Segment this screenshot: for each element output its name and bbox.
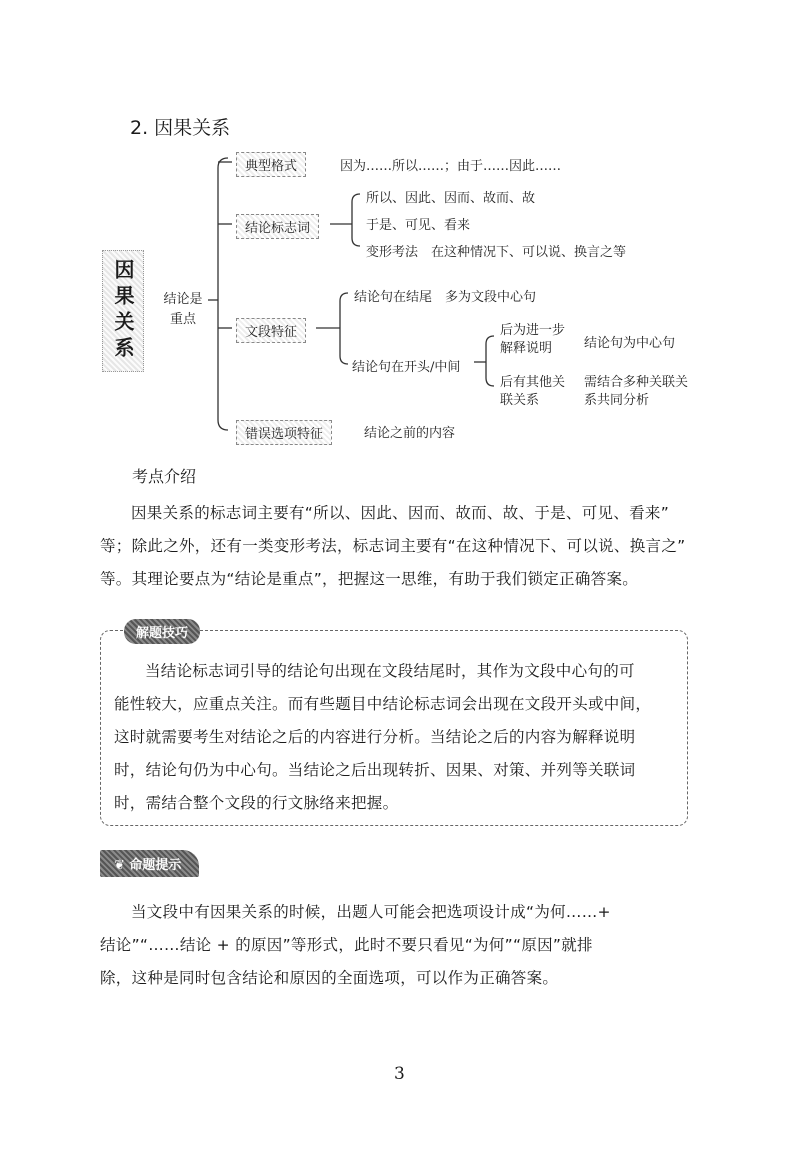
tip-line: 时，需结合整个文段的行文脉络来把握。 <box>114 794 399 812</box>
author-tip-line: 结论”“……结论 + 的原因”等形式，此时不要只看见“为何”“原因”就排 <box>100 936 593 954</box>
author-tip-tag-label: 命题提示 <box>129 858 182 873</box>
node-paragraph-features: 文段特征 <box>236 318 306 343</box>
page-number: 3 <box>394 1064 405 1084</box>
section-title: 2. 因果关系 <box>130 117 231 139</box>
author-tip-line: 除，这种是同时包含结论和原因的全面选项，可以作为正确答案。 <box>100 969 559 987</box>
intro-line: 因果关系的标志词主要有“所以、因此、因而、故而、故、于是、可见、看来” <box>131 504 670 522</box>
intro-paragraph <box>100 497 700 596</box>
paragraph-start-mid-case: 结论句在开头/中间 <box>352 360 461 375</box>
wrong-option-content: 结论之前的内容 <box>364 426 456 441</box>
sub-case-result: 需结合多种关联关系共同分析 <box>584 375 689 408</box>
node-typical-format: 典型格式 <box>236 152 306 177</box>
leaf-icon: ❦ <box>114 858 130 873</box>
tip-line: 能性较大，应重点关注。而有些题目中结论标志词会出现在文段开头或中间， <box>114 695 652 713</box>
intro-heading: 考点介绍 <box>132 467 197 486</box>
author-tip-paragraph <box>100 896 700 995</box>
marker-words-item: 于是、可见、看来 <box>366 218 471 233</box>
tip-paragraph <box>114 655 680 820</box>
marker-words-item: 变形考法 在这种情况下、可以说、换言之等 <box>366 245 627 260</box>
diagram-sub-root-node: 结论是重点 <box>163 292 203 327</box>
node-typical-format-content: 因为……所以……；由于……因此…… <box>340 159 562 174</box>
sub-case-condition: 后有其他关联关系 <box>500 375 566 408</box>
intro-line: 等；除此之外，还有一类变形考法，标志词主要有“在这种情况下、可以说、换言之” <box>100 537 686 555</box>
author-tip-line: 当文段中有因果关系的时候，出题人可能会把选项设计成“为何……+ <box>131 903 611 921</box>
tip-line: 当结论标志词引导的结论句出现在文段结尾时，其作为文段中心句的可 <box>145 662 635 680</box>
tip-line: 这时就需要考生对结论之后的内容进行分析。当结论之后的内容为解释说明 <box>114 728 636 746</box>
paragraph-end-case: 结论句在结尾 多为文段中心句 <box>354 290 537 305</box>
node-wrong-option: 错误选项特征 <box>236 420 332 445</box>
tip-line: 时，结论句仍为中心句。当结论之后出现转折、因果、对策、并列等关联词 <box>114 761 636 779</box>
intro-line: 等。其理论要点为“结论是重点”，把握这一思维，有助于我们锁定正确答案。 <box>100 570 639 588</box>
marker-words-item: 所以、因此、因而、故而、故 <box>366 191 536 206</box>
node-marker-words: 结论标志词 <box>236 214 319 239</box>
author-tip-tag <box>100 850 199 877</box>
tip-tag: 解题技巧 <box>124 619 200 644</box>
diagram-root-node: 因果关系 <box>102 250 144 372</box>
sub-case-result: 结论句为中心句 <box>584 336 676 351</box>
sub-case-condition: 后为进一步解释说明 <box>500 323 566 356</box>
